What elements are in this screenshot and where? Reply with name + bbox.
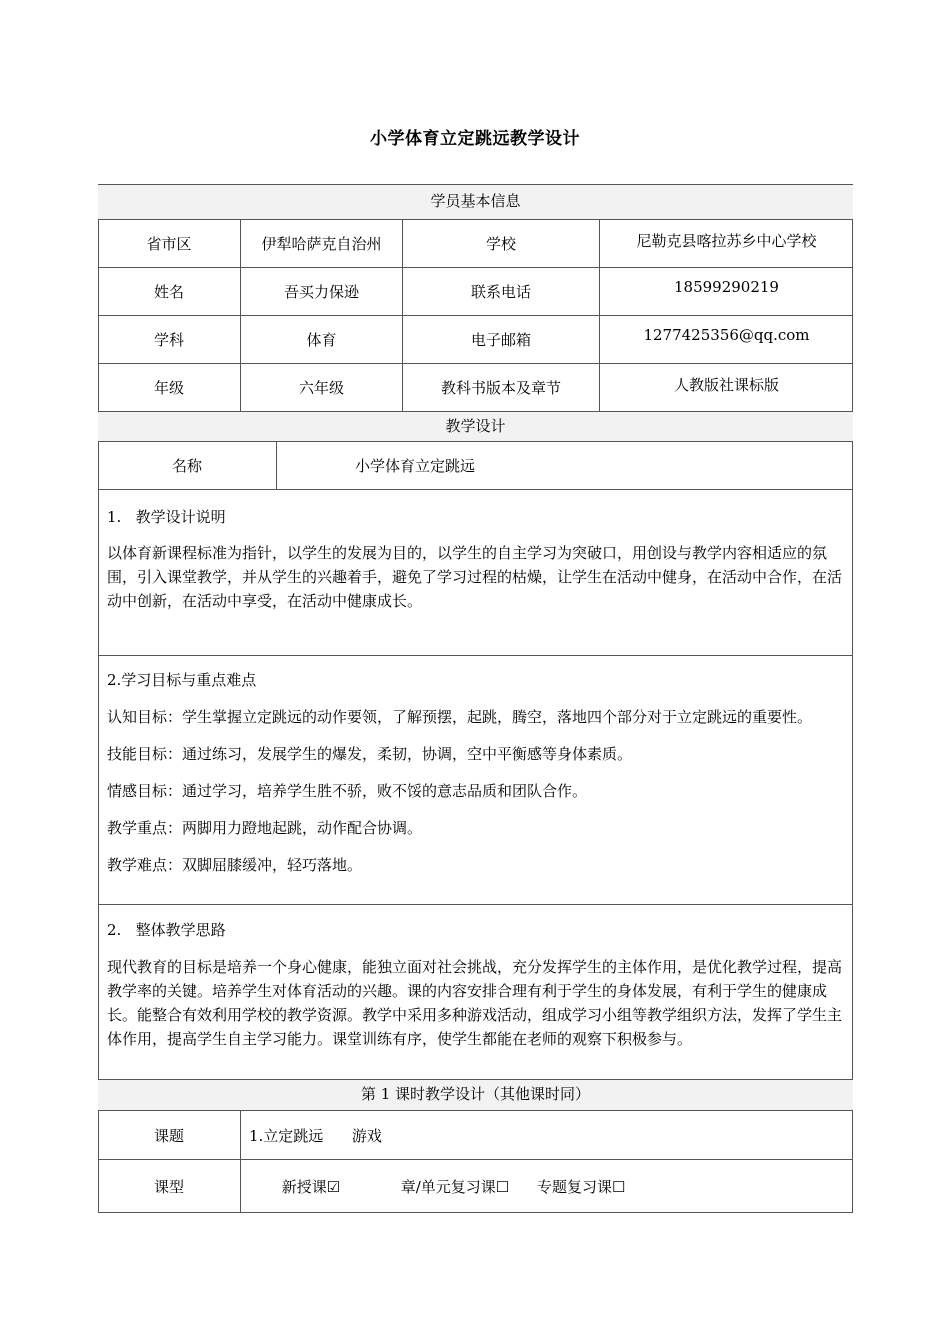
basic-info-header: 学员基本信息	[430, 192, 521, 210]
lesson-type-options	[240, 1160, 853, 1212]
info-row	[98, 219, 853, 267]
page-title: 小学体育立定跳远教学设计	[370, 129, 580, 149]
section-design-notes	[98, 489, 853, 655]
info-row	[98, 315, 853, 363]
section-heading: 2. 整体教学思路	[107, 921, 226, 939]
design-name-row	[98, 441, 853, 489]
design-name-value: 小学体育立定跳远	[276, 442, 853, 489]
design-name-label: 名称	[171, 457, 202, 475]
objective-item: 教学重点：两脚用力蹬地起跳，动作配合协调。	[107, 819, 423, 837]
lesson-topic-row	[98, 1110, 853, 1159]
lesson-header: 第 1 课时教学设计（其他课时同）	[360, 1085, 591, 1103]
lesson-type-option: 章/单元复习课☐	[400, 1177, 510, 1196]
info-label: 年级	[153, 379, 184, 397]
objective-item: 认知目标：学生掌握立定跳远的动作要领，了解预摆，起跳，腾空，落地四个部分对于立定跳远的重要性。	[107, 708, 813, 726]
section-body: 现代教育的目标是培养一个身心健康，能独立面对社会挑战，充分发挥学生的主体作用，是优化教学过程，提高教学率的关键。培养学生对体育活动的兴趣。课的内容安排合理有利于学生的身体发展，有利于学生的健康成长。能整合有效利用学校的教学资源。教学中采用多种游戏活动，组成学习小组等教学组织方法，发挥了学生主体作用，提高学生自主学习能力。课堂训练有序，使学生都能在老师的观察下积极参与。	[107, 958, 843, 1048]
info-value: 吾买力保逊	[240, 268, 402, 315]
lesson-type-option: 新授课☑	[281, 1177, 341, 1196]
objective-item: 技能目标：通过练习，发展学生的爆发，柔韧，协调，空中平衡感等身体素质。	[107, 745, 633, 763]
lesson-type-row	[98, 1159, 853, 1213]
objective-item: 情感目标：通过学习，培养学生胜不骄，败不馁的意志品质和团队合作。	[107, 782, 588, 800]
design-header: 教学设计	[445, 417, 506, 435]
design-header-row	[98, 411, 853, 441]
lesson-header-row	[98, 1079, 853, 1110]
info-value: 1277425356@qq.com	[599, 316, 853, 363]
info-value: 六年级	[240, 364, 402, 411]
lesson-type-label: 课型	[153, 1177, 184, 1196]
info-value: 伊犁哈萨克自治州	[240, 220, 402, 267]
lesson-topic-value: 1.立定跳远 游戏	[240, 1111, 853, 1159]
basic-info-header-row	[98, 184, 853, 219]
section-objectives	[98, 655, 853, 904]
section-heading: 1. 教学设计说明	[107, 508, 226, 526]
section-teaching-approach	[98, 904, 853, 1079]
info-value: 人教版社课标版	[599, 364, 853, 411]
info-value: 18599290219	[599, 268, 853, 315]
info-row	[98, 267, 853, 315]
info-row	[98, 363, 853, 411]
info-label: 联系电话	[402, 268, 599, 315]
info-value: 尼勒克县喀拉苏乡中心学校	[599, 220, 853, 267]
section-heading: 2.学习目标与重点难点	[107, 671, 257, 689]
info-label: 省市区	[146, 235, 192, 253]
lesson-type-option: 专题复习课☐	[537, 1177, 626, 1196]
lesson-topic-label: 课题	[153, 1126, 184, 1145]
info-label: 电子邮箱	[402, 316, 599, 363]
info-label: 教科书版本及章节	[402, 364, 599, 411]
info-label: 姓名	[153, 283, 184, 301]
info-label: 学校	[402, 220, 599, 267]
section-body: 以体育新课程标准为指针，以学生的发展为目的，以学生的自主学习为突破口，用创设与教学内容相适应的氛围，引入课堂教学，并从学生的兴趣着手，避免了学习过程的枯燥，让学生在活动中健身，在活动中合作，在活动中创新，在活动中享受，在活动中健康成长。	[107, 544, 843, 610]
info-value: 体育	[240, 316, 402, 363]
info-label: 学科	[153, 331, 184, 349]
objective-item: 教学难点：双脚屈膝缓冲，轻巧落地。	[107, 856, 363, 874]
